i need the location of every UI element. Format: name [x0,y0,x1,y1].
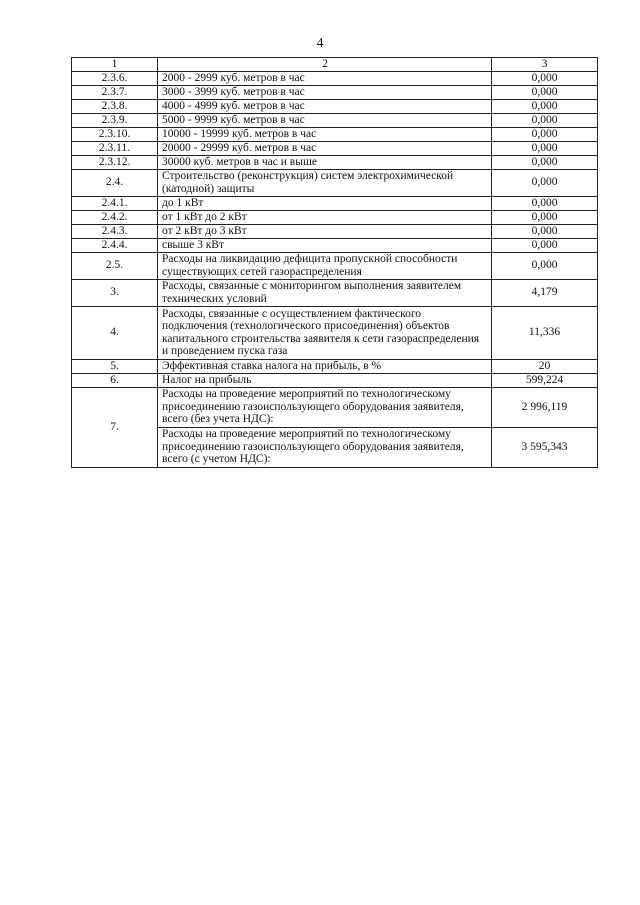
table-row [72,155,598,169]
page-number: 4 [316,36,324,51]
row-description: от 1 кВт до 2 кВт [158,210,492,224]
row-value: 0,000 [492,99,598,113]
row-number: 2.4.1. [72,196,158,210]
row-description: 10000 - 19999 куб. метров в час [158,127,492,141]
row-value: 599,224 [492,373,598,387]
table-row [72,224,598,238]
table-row [72,359,598,373]
row-number: 2.3.10. [72,127,158,141]
row-value: 0,000 [492,252,598,279]
row-value: 0,000 [492,85,598,99]
row-description: Расходы на проведение мероприятий по технологическому присоединению газоиспользующего оборудования заявителя, всего (без учета НДС): [158,387,492,427]
row-description: до 1 кВт [158,196,492,210]
row-number: 2.4.2. [72,210,158,224]
table-row [72,306,598,359]
row-value: 0,000 [492,113,598,127]
row-number: 2.5. [72,252,158,279]
row-number: 2.4. [72,169,158,196]
row-number: 2.3.8. [72,99,158,113]
row-number: 2.4.4. [72,238,158,252]
table-row [72,238,598,252]
row-description: Расходы на проведение мероприятий по технологическому присоединению газоиспользующего оборудования заявителя, всего (с учетом НДС): [158,427,492,467]
row-description: Налог на прибыль [158,373,492,387]
row-value: 0,000 [492,71,598,85]
row-value: 11,336 [492,306,598,359]
row-value: 0,000 [492,196,598,210]
row-number: 2.3.11. [72,141,158,155]
table-row [72,113,598,127]
row-number: 5. [72,359,158,373]
row-number: 6. [72,373,158,387]
row-number: 4. [72,306,158,359]
table-row [72,127,598,141]
row-value: 0,000 [492,238,598,252]
row-description: 2000 - 2999 куб. метров в час [158,71,492,85]
row-value: 0,000 [492,169,598,196]
row-description: Расходы на ликвидацию дефицита пропускной способности существующих сетей газораспределения [158,252,492,279]
cost-table [71,57,598,468]
row-description: 5000 - 9999 куб. метров в час [158,113,492,127]
table-row [72,252,598,279]
table-row [72,210,598,224]
row-value: 2 996,119 [492,387,598,427]
row-description: Эффективная ставка налога на прибыль, в % [158,359,492,373]
row-number: 2.4.3. [72,224,158,238]
row-description: Строительство (реконструкция) систем электрохимической (катодной) защиты [158,169,492,196]
table-row [72,85,598,99]
table-row [72,279,598,306]
row-description: свыше 3 кВт [158,238,492,252]
table-header-row [72,58,598,72]
row-description: 3000 - 3999 куб. метров в час [158,85,492,99]
header-col-2: 2 [158,58,492,72]
row-value: 0,000 [492,210,598,224]
row-value: 0,000 [492,127,598,141]
row-value: 0,000 [492,155,598,169]
row-description: Расходы, связанные с осуществлением фактического подключения (технологического присоединения) объектов капитального строительства заявителя к сети газораспределения и проведением пуска газа [158,306,492,359]
row-number: 2.3.6. [72,71,158,85]
row-value: 4,179 [492,279,598,306]
row-value: 3 595,343 [492,427,598,467]
header-col-3: 3 [492,58,598,72]
row-number: 7. [72,387,158,467]
table-row [72,71,598,85]
row-description: Расходы, связанные с мониторингом выполнения заявителем технических условий [158,279,492,306]
row-description: от 2 кВт до 3 кВт [158,224,492,238]
row-number: 2.3.7. [72,85,158,99]
table-row [72,141,598,155]
row-description: 30000 куб. метров в час и выше [158,155,492,169]
table-row [72,373,598,387]
table-row [72,169,598,196]
row-value: 0,000 [492,224,598,238]
row-number: 2.3.12. [72,155,158,169]
row-description: 4000 - 4999 куб. метров в час [158,99,492,113]
row-value: 0,000 [492,141,598,155]
table-row [72,387,598,427]
table-row [72,99,598,113]
row-value: 20 [492,359,598,373]
row-description: 20000 - 29999 куб. метров в час [158,141,492,155]
row-number: 3. [72,279,158,306]
header-col-1: 1 [72,58,158,72]
row-number: 2.3.9. [72,113,158,127]
table-row [72,196,598,210]
